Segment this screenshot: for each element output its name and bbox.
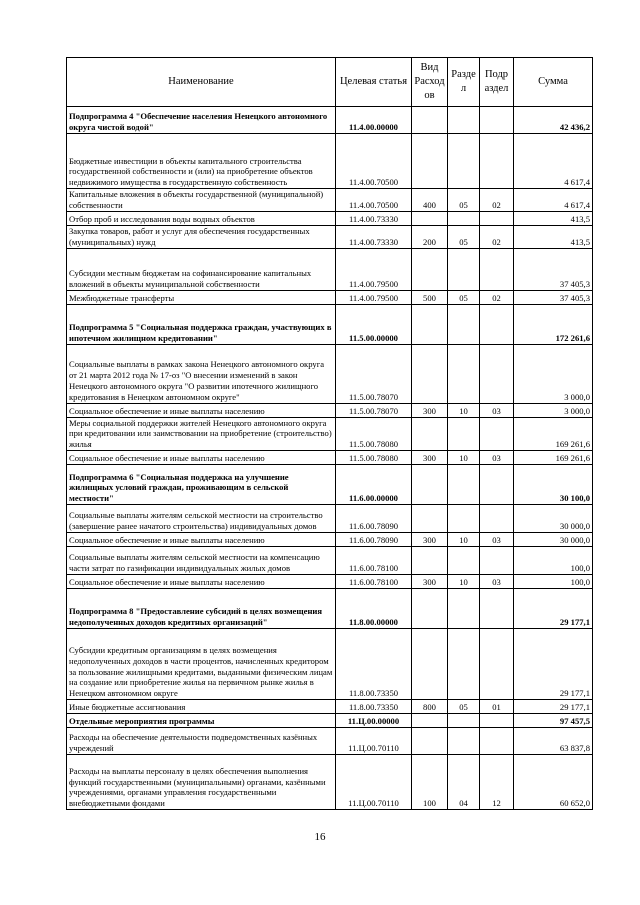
cell-section xyxy=(448,417,480,450)
cell-expense-type xyxy=(412,344,448,403)
cell-expense-type: 500 xyxy=(412,290,448,304)
budget-table xyxy=(66,57,593,810)
cell-expense-type xyxy=(412,107,448,134)
cell-sum: 42 436,2 xyxy=(514,107,593,134)
cell-name: Социальное обеспечение и иные выплаты населению xyxy=(67,403,336,417)
cell-target-article: 11.6.00.78100 xyxy=(336,546,412,574)
cell-target-article: 11.5.00.00000 xyxy=(336,304,412,344)
cell-sum: 100,0 xyxy=(514,574,593,588)
cell-section xyxy=(448,248,480,290)
cell-section: 05 xyxy=(448,189,480,212)
header-expense-type: Вид Расход ов xyxy=(412,58,448,107)
cell-sum: 37 405,3 xyxy=(514,248,593,290)
table-row xyxy=(67,504,593,532)
cell-name: Социальное обеспечение и иные выплаты населению xyxy=(67,532,336,546)
cell-target-article: 11.5.00.78080 xyxy=(336,417,412,450)
header-name: Наименование xyxy=(67,58,336,107)
cell-name: Отбор проб и исследования воды водных объектов xyxy=(67,211,336,225)
cell-sum: 29 177,1 xyxy=(514,588,593,628)
cell-expense-type xyxy=(412,588,448,628)
table-row xyxy=(67,574,593,588)
cell-subsection: 01 xyxy=(480,699,514,713)
cell-expense-type xyxy=(412,304,448,344)
cell-name: Подпрограмма 8 "Предоставление субсидий в целях возмещения недополученных доходов кредитных организаций" xyxy=(67,588,336,628)
cell-target-article: 11.4.00.00000 xyxy=(336,107,412,134)
cell-expense-type: 300 xyxy=(412,403,448,417)
cell-subsection xyxy=(480,546,514,574)
cell-name: Бюджетные инвестиции в объекты капитального строительства государственной собственности и (или) на приобретение объектов недвижимого имущества в государственную собственность xyxy=(67,134,336,189)
cell-subsection: 03 xyxy=(480,450,514,464)
cell-name: Капитальные вложения в объекты государственной (муниципальной) собственности xyxy=(67,189,336,212)
cell-expense-type xyxy=(412,727,448,754)
cell-sum: 30 000,0 xyxy=(514,504,593,532)
cell-sum: 413,5 xyxy=(514,225,593,248)
cell-name: Подпрограмма 6 "Социальная поддержка на улучшение жилищных условий граждан, проживающим в сельской местности" xyxy=(67,464,336,504)
cell-sum: 172 261,6 xyxy=(514,304,593,344)
cell-subsection: 03 xyxy=(480,403,514,417)
cell-subsection: 03 xyxy=(480,532,514,546)
cell-name: Социальные выплаты жителям сельской местности на строительство (завершение ранее начатого строительства) индивидуальных домов xyxy=(67,504,336,532)
cell-target-article: 11.8.00.73350 xyxy=(336,628,412,699)
header-section: Разде л xyxy=(448,58,480,107)
cell-expense-type xyxy=(412,628,448,699)
cell-section xyxy=(448,713,480,727)
cell-sum: 60 652,0 xyxy=(514,754,593,809)
cell-subsection: 02 xyxy=(480,290,514,304)
cell-name: Социальное обеспечение и иные выплаты населению xyxy=(67,450,336,464)
cell-section xyxy=(448,546,480,574)
cell-expense-type: 300 xyxy=(412,532,448,546)
cell-section xyxy=(448,727,480,754)
table-row xyxy=(67,248,593,290)
cell-sum: 63 837,8 xyxy=(514,727,593,754)
cell-expense-type xyxy=(412,248,448,290)
cell-target-article: 11.4.00.73330 xyxy=(336,211,412,225)
cell-target-article: 11.6.00.78090 xyxy=(336,532,412,546)
cell-sum: 413,5 xyxy=(514,211,593,225)
cell-section: 10 xyxy=(448,450,480,464)
cell-name: Расходы на выплаты персоналу в целях обеспечения выполнения функций государственными (муниципальными) органами, казёнными учреждениями, органами управления государственными внебюджетными фондами xyxy=(67,754,336,809)
cell-subsection xyxy=(480,134,514,189)
cell-subsection xyxy=(480,304,514,344)
cell-subsection xyxy=(480,504,514,532)
cell-section xyxy=(448,504,480,532)
cell-sum: 3 000,0 xyxy=(514,403,593,417)
cell-subsection xyxy=(480,344,514,403)
header-row xyxy=(67,58,593,107)
cell-section: 05 xyxy=(448,225,480,248)
cell-sum: 29 177,1 xyxy=(514,628,593,699)
cell-subsection: 02 xyxy=(480,225,514,248)
cell-section xyxy=(448,134,480,189)
cell-section xyxy=(448,107,480,134)
cell-expense-type: 200 xyxy=(412,225,448,248)
cell-subsection xyxy=(480,107,514,134)
cell-section xyxy=(448,628,480,699)
cell-section: 05 xyxy=(448,290,480,304)
cell-subsection xyxy=(480,727,514,754)
table-row xyxy=(67,225,593,248)
cell-name: Отдельные мероприятия программы xyxy=(67,713,336,727)
cell-expense-type xyxy=(412,211,448,225)
table-row xyxy=(67,754,593,809)
cell-expense-type: 300 xyxy=(412,450,448,464)
page-number: 16 xyxy=(314,831,326,843)
cell-sum: 100,0 xyxy=(514,546,593,574)
cell-expense-type xyxy=(412,504,448,532)
cell-section xyxy=(448,211,480,225)
cell-target-article: 11.4.00.79500 xyxy=(336,248,412,290)
table-row xyxy=(67,134,593,189)
cell-target-article: 11.8.00.00000 xyxy=(336,588,412,628)
cell-target-article: 11.6.00.78100 xyxy=(336,574,412,588)
cell-target-article: 11.8.00.73350 xyxy=(336,699,412,713)
table-row xyxy=(67,532,593,546)
cell-name: Расходы на обеспечение деятельности подведомственных казённых учреждений xyxy=(67,727,336,754)
cell-target-article: 11.6.00.78090 xyxy=(336,504,412,532)
program-row xyxy=(67,464,593,504)
cell-sum: 97 457,5 xyxy=(514,713,593,727)
cell-section xyxy=(448,304,480,344)
cell-sum: 4 617,4 xyxy=(514,134,593,189)
program-row xyxy=(67,107,593,134)
cell-target-article: 11.6.00.00000 xyxy=(336,464,412,504)
cell-sum: 4 617,4 xyxy=(514,189,593,212)
cell-name: Подпрограмма 4 "Обеспечение населения Ненецкого автономного округа чистой водой" xyxy=(67,107,336,134)
cell-name: Субсидии кредитным организациям в целях возмещения недополученных доходов в части процентов, начисленных кредитором за пользование жилищными кредитами, выданными физическим лицам на создание или приобретение жилья на первичном рынке жилья в Ненецком автономном округе xyxy=(67,628,336,699)
cell-subsection: 12 xyxy=(480,754,514,809)
cell-subsection xyxy=(480,248,514,290)
cell-sum: 3 000,0 xyxy=(514,344,593,403)
table-row xyxy=(67,344,593,403)
cell-expense-type: 800 xyxy=(412,699,448,713)
cell-target-article: 11.4.00.73330 xyxy=(336,225,412,248)
cell-name: Социальные выплаты жителям сельской местности на компенсацию части затрат по газификации индивидуальных жилых домов xyxy=(67,546,336,574)
cell-name: Закупка товаров, работ и услуг для обеспечения государственных (муниципальных) нужд xyxy=(67,225,336,248)
cell-expense-type: 100 xyxy=(412,754,448,809)
program-row xyxy=(67,713,593,727)
cell-target-article: 11.5.00.78070 xyxy=(336,344,412,403)
cell-subsection xyxy=(480,211,514,225)
cell-name: Межбюджетные трансферты xyxy=(67,290,336,304)
program-row xyxy=(67,588,593,628)
cell-name: Социальное обеспечение и иные выплаты населению xyxy=(67,574,336,588)
table-row xyxy=(67,628,593,699)
cell-section: 10 xyxy=(448,574,480,588)
cell-subsection xyxy=(480,464,514,504)
cell-target-article: 11.Ц.00.70110 xyxy=(336,754,412,809)
cell-section: 05 xyxy=(448,699,480,713)
cell-section: 10 xyxy=(448,532,480,546)
cell-expense-type: 400 xyxy=(412,189,448,212)
cell-expense-type xyxy=(412,713,448,727)
cell-section: 10 xyxy=(448,403,480,417)
cell-section xyxy=(448,344,480,403)
program-row xyxy=(67,304,593,344)
cell-subsection xyxy=(480,588,514,628)
cell-sum: 30 100,0 xyxy=(514,464,593,504)
cell-subsection xyxy=(480,628,514,699)
cell-expense-type xyxy=(412,546,448,574)
cell-subsection: 03 xyxy=(480,574,514,588)
cell-subsection xyxy=(480,417,514,450)
table-row xyxy=(67,403,593,417)
cell-section xyxy=(448,464,480,504)
table-row xyxy=(67,450,593,464)
cell-sum: 37 405,3 xyxy=(514,290,593,304)
cell-expense-type xyxy=(412,417,448,450)
cell-target-article: 11.Ц.00.00000 xyxy=(336,713,412,727)
cell-section: 04 xyxy=(448,754,480,809)
cell-target-article: 11.5.00.78080 xyxy=(336,450,412,464)
table-row xyxy=(67,211,593,225)
header-subsection: Подр аздел xyxy=(480,58,514,107)
cell-subsection xyxy=(480,713,514,727)
cell-name: Субсидии местным бюджетам на софинансирование капитальных вложений в объекты муниципальной собственности xyxy=(67,248,336,290)
cell-subsection: 02 xyxy=(480,189,514,212)
cell-name: Иные бюджетные ассигнования xyxy=(67,699,336,713)
cell-sum: 169 261,6 xyxy=(514,417,593,450)
table-row xyxy=(67,546,593,574)
header-target-article: Целевая статья xyxy=(336,58,412,107)
cell-expense-type xyxy=(412,464,448,504)
header-sum: Сумма xyxy=(514,58,593,107)
cell-section xyxy=(448,588,480,628)
cell-expense-type: 300 xyxy=(412,574,448,588)
table-row xyxy=(67,290,593,304)
cell-sum: 30 000,0 xyxy=(514,532,593,546)
cell-name: Социальные выплаты в рамках закона Ненецкого автономного округа от 21 марта 2012 года № 17-оз "О внесении изменений в закон Ненецкого автономного округа "О развитии ипотечного жилищного кредитования в Ненецком автономном округе" xyxy=(67,344,336,403)
cell-target-article: 11.Ц.00.70110 xyxy=(336,727,412,754)
cell-target-article: 11.4.00.70500 xyxy=(336,134,412,189)
cell-target-article: 11.4.00.70500 xyxy=(336,189,412,212)
cell-sum: 29 177,1 xyxy=(514,699,593,713)
cell-sum: 169 261,6 xyxy=(514,450,593,464)
cell-expense-type xyxy=(412,134,448,189)
cell-name: Подпрограмма 5 "Социальная поддержка граждан, участвующих в ипотечном жилищном кредитовании" xyxy=(67,304,336,344)
table-row xyxy=(67,699,593,713)
table-row xyxy=(67,417,593,450)
cell-target-article: 11.4.00.79500 xyxy=(336,290,412,304)
cell-target-article: 11.5.00.78070 xyxy=(336,403,412,417)
table-row xyxy=(67,727,593,754)
cell-name: Меры социальной поддержки жителей Ненецкого автономного округа при кредитовании или заимствовании на приобретение (строительство) жилья xyxy=(67,417,336,450)
table-row xyxy=(67,189,593,212)
